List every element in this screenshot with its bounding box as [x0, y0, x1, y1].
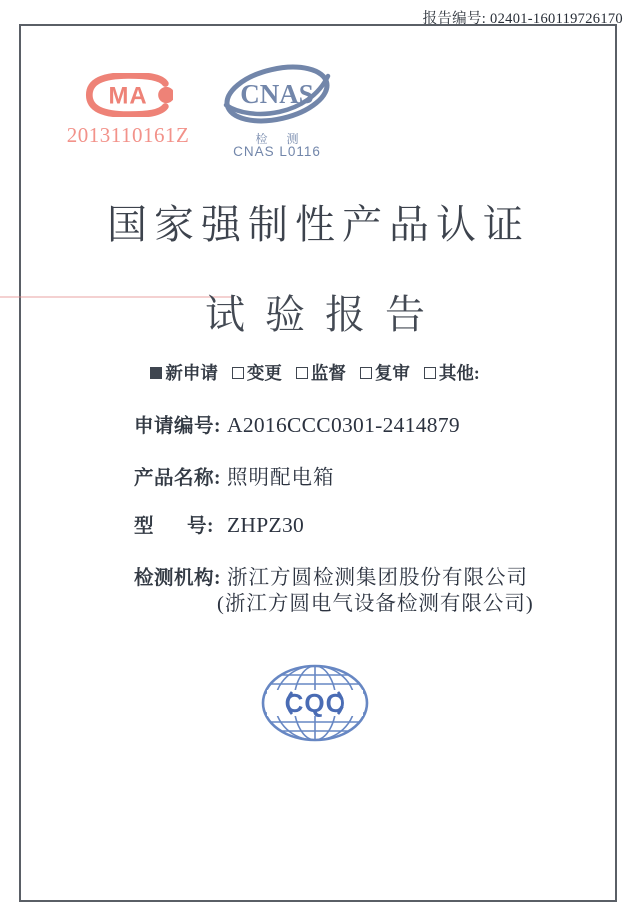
field-value: 照明配电箱: [227, 467, 335, 489]
option-other: [424, 360, 480, 385]
application-type-row: [0, 360, 630, 385]
field-product-name: [134, 460, 335, 490]
field-label: [134, 510, 214, 538]
report-number: [423, 7, 623, 28]
option-label: 变更: [246, 363, 282, 383]
svg-text:MA: MA: [108, 82, 148, 110]
field-application-number: [134, 410, 460, 438]
option-label: 其他:: [438, 363, 480, 383]
option-label: 新申请: [165, 363, 218, 383]
option-new-application: [150, 360, 218, 385]
document-title-line1: 国家强制性产品认证: [107, 202, 530, 247]
field-label-end: 号:: [187, 516, 214, 537]
option-supervision: [296, 360, 346, 385]
cqc-logo-icon: [259, 663, 371, 743]
document-title-line2: 试验报告: [205, 292, 445, 337]
field-label: 产品名称:: [134, 468, 221, 489]
option-change: [232, 360, 282, 385]
cnas-accreditation-number: CNAS L0116: [233, 144, 321, 159]
checkbox-unchecked-icon: [360, 367, 372, 379]
field-label: 检测机构:: [134, 568, 221, 589]
field-label: 申请编号:: [134, 416, 221, 437]
cma-logo-icon: [85, 73, 173, 117]
checkbox-checked-icon: [150, 367, 162, 379]
field-label-start: 型: [134, 516, 155, 537]
svg-text:CNAS: CNAS: [240, 79, 314, 109]
checkbox-unchecked-icon: [232, 367, 244, 379]
cma-license-code: 2013110161Z: [66, 123, 190, 147]
checkbox-unchecked-icon: [424, 367, 436, 379]
field-testing-organization-line2: (浙江方圆电气设备检测有限公司): [217, 593, 534, 615]
cnas-caption: 检 测: [255, 132, 307, 146]
report-number-label: 报告编号:: [422, 11, 487, 27]
option-label: 监督: [310, 363, 346, 383]
svg-text:CQC: CQC: [284, 688, 346, 718]
option-review: [360, 360, 410, 385]
field-model: [134, 510, 304, 538]
option-label: 复审: [374, 363, 410, 383]
checkbox-unchecked-icon: [296, 367, 308, 379]
field-value: 浙江方圆检测集团股份有限公司: [227, 567, 528, 589]
report-number-value: 02401-160119726170: [490, 11, 623, 27]
field-value: ZHPZ30: [227, 513, 305, 537]
cnas-logo-icon: [221, 62, 333, 130]
field-value: A2016CCC0301-2414879: [227, 413, 460, 437]
